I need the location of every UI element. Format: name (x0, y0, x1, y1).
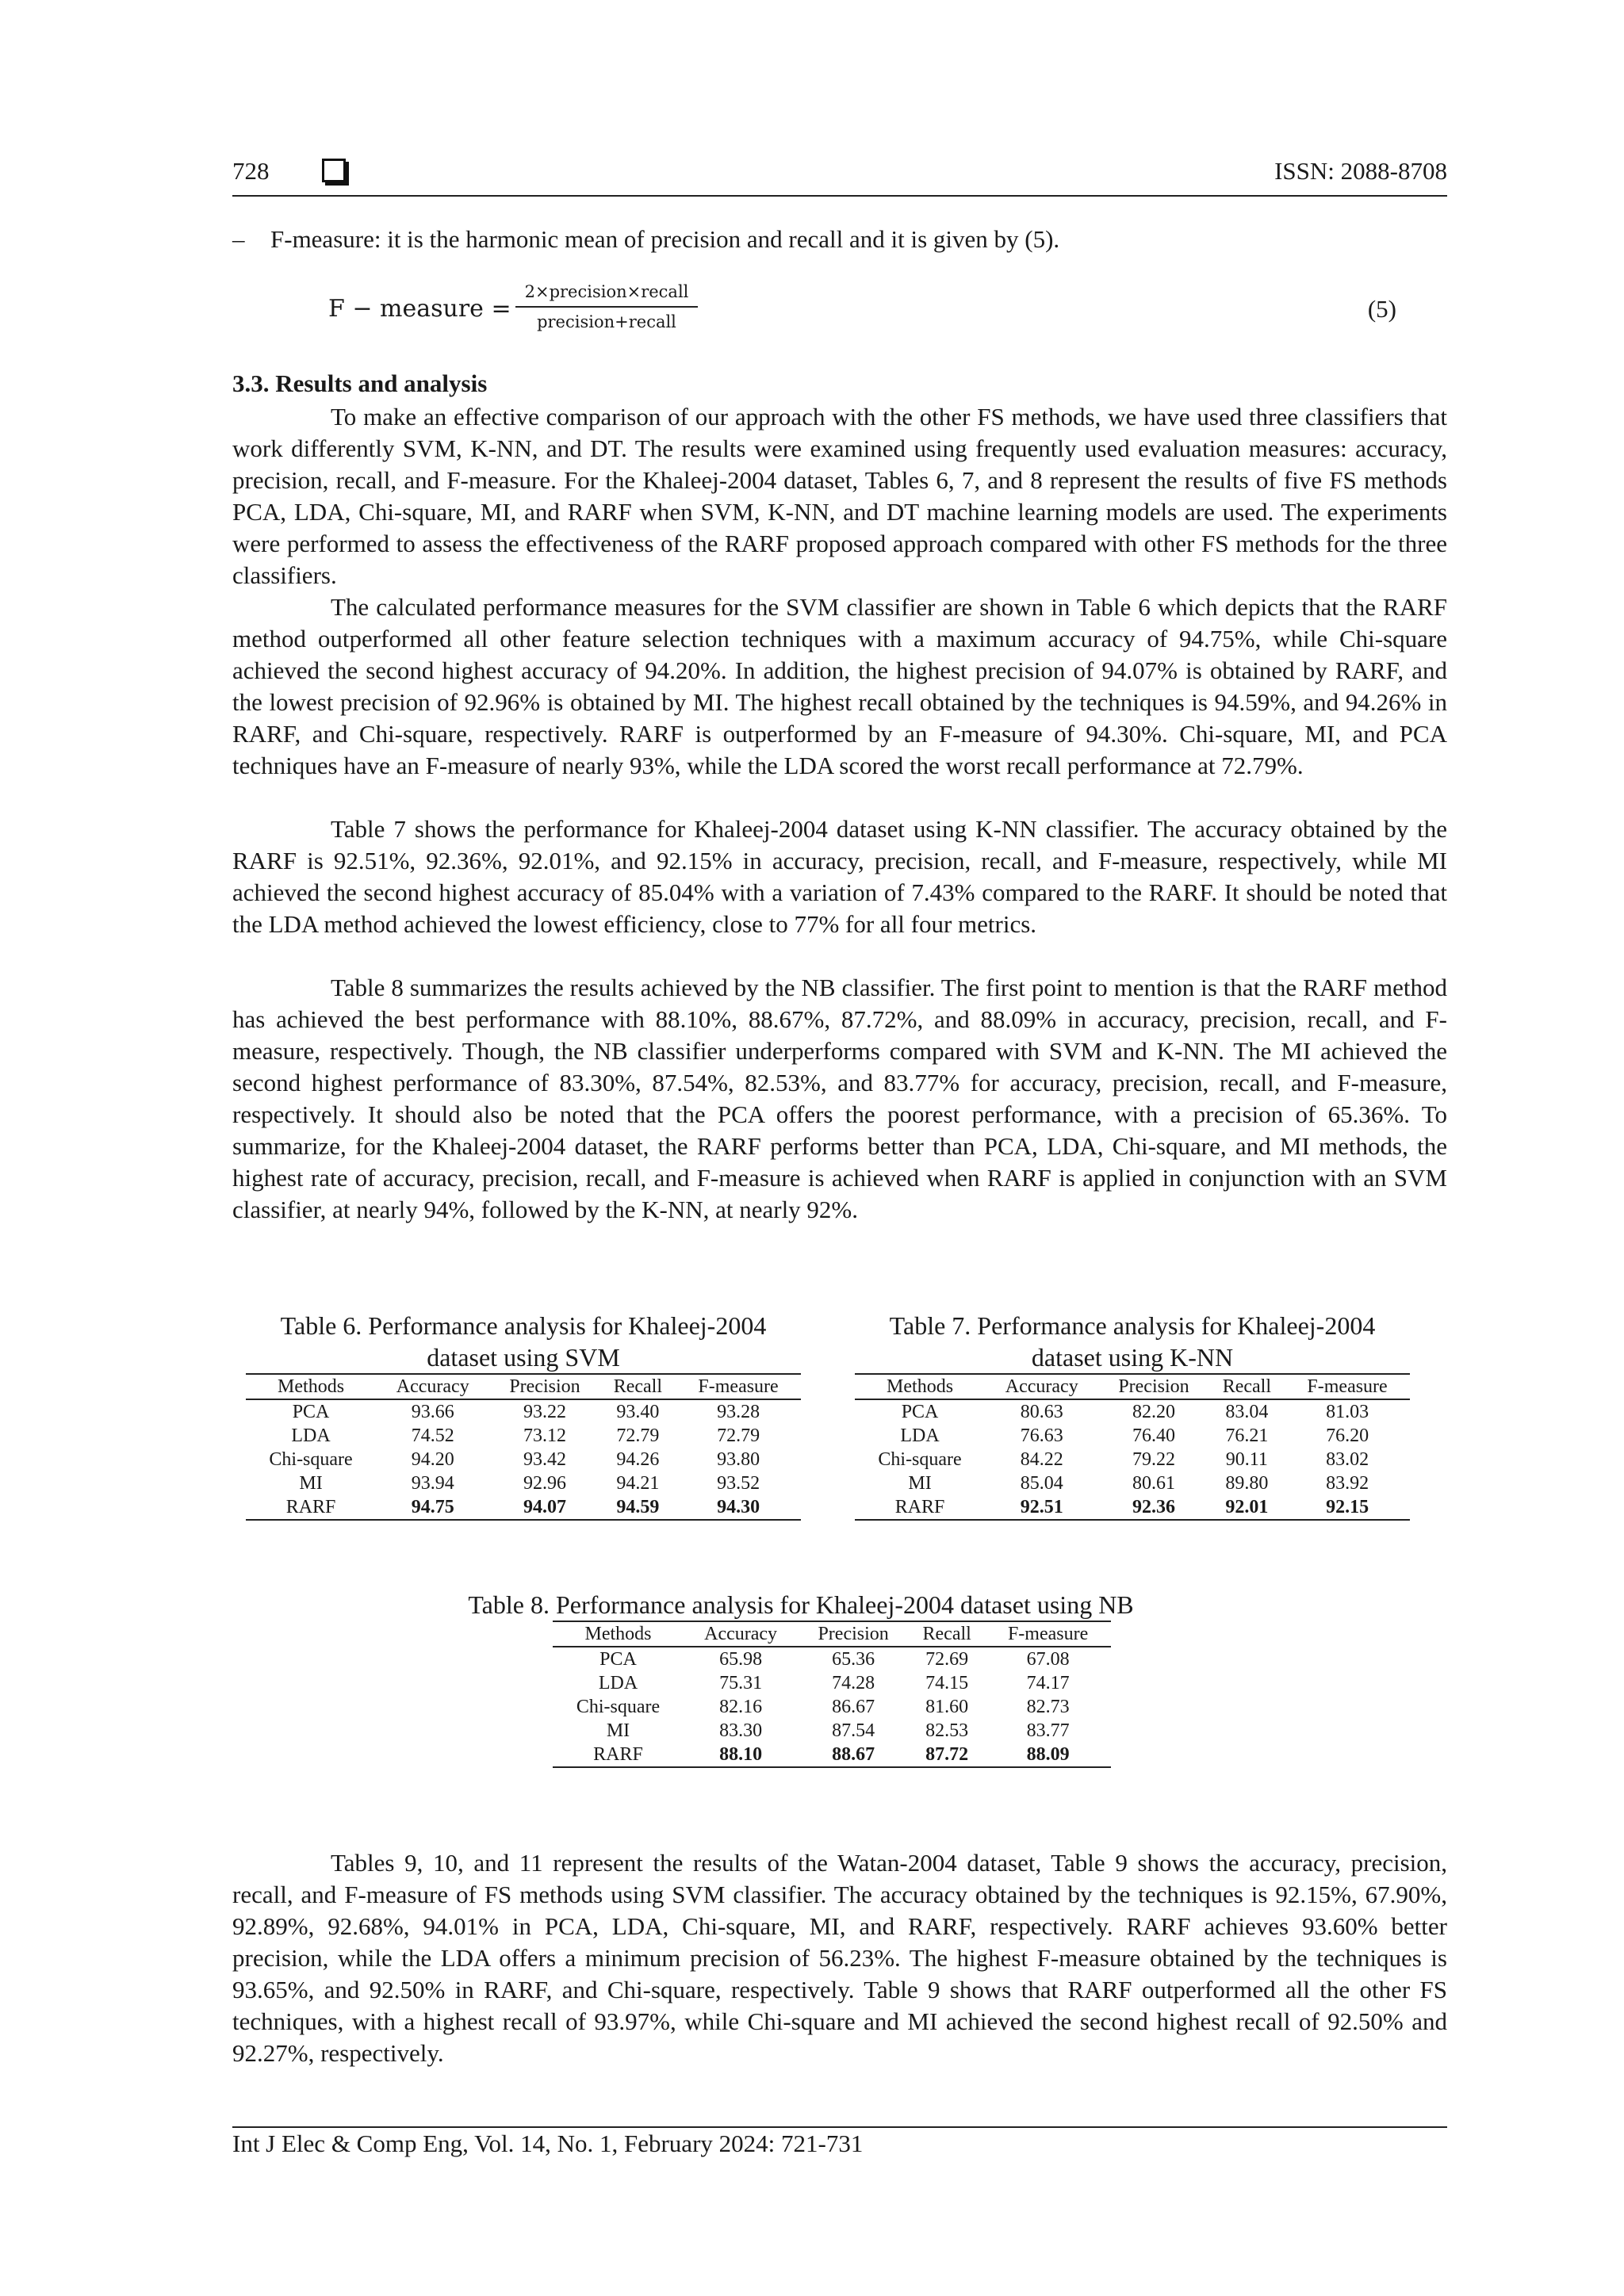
table-cell: 88.67 (798, 1743, 909, 1767)
table-row (855, 1424, 1410, 1448)
table-cell: 88.10 (684, 1743, 798, 1767)
table-cell: 93.94 (411, 1473, 454, 1494)
table-cell: LDA (291, 1425, 331, 1446)
table-row (246, 1471, 801, 1495)
table-cell: 83.30 (719, 1720, 763, 1741)
table-cell: 89.80 (1225, 1473, 1269, 1494)
table-cell: 94.21 (616, 1473, 660, 1494)
equation-lhs: F − measure = (328, 295, 511, 323)
table-header-row (855, 1374, 1410, 1399)
table-cell: 81.60 (925, 1697, 969, 1717)
table-cell: 74.17 (1026, 1673, 1070, 1693)
table-cell: 72.79 (717, 1425, 760, 1446)
table-cell: 67.08 (1026, 1649, 1070, 1670)
results-table-knn (855, 1373, 1410, 1521)
paragraph: Table 7 shows the performance for Khaleej-2004 dataset using K-NN classifier. The accuracy obtained by the RARF is 92.51%, 92.36%, 92.01%, and 92.15% in accuracy, precision, recall, and F-measure, respectively, while MI achieved the second highest accuracy of 85.04% with a variation of 7.43% compared to the RARF. It should be noted that the LDA method achieved the lowest efficiency, close to 77% for all four metrics. (232, 815, 1447, 938)
table-cell: RARF (553, 1743, 684, 1767)
table-cell: 92.01 (1209, 1495, 1285, 1520)
table-cell: 94.20 (411, 1449, 454, 1470)
table-cell: 93.42 (523, 1449, 566, 1470)
table-cell: 75.31 (719, 1673, 763, 1693)
column-header: F-measure (1285, 1374, 1410, 1399)
footer-rule (232, 2126, 1447, 2128)
table-cell: 92.51 (985, 1495, 1098, 1520)
table-cell: 82.16 (719, 1697, 763, 1717)
section-heading: 3.3. Results and analysis (232, 369, 488, 397)
table-cell: 93.80 (717, 1449, 760, 1470)
table-row (855, 1495, 1410, 1520)
table-row (553, 1647, 1111, 1671)
table-cell: 94.26 (616, 1449, 660, 1470)
table-cell: 83.92 (1326, 1473, 1369, 1494)
table-cell: 80.61 (1132, 1473, 1175, 1494)
table-row (855, 1471, 1410, 1495)
table-cell: 74.28 (832, 1673, 875, 1693)
dash-bullet: – (232, 225, 245, 253)
table-cell: 76.63 (1020, 1425, 1063, 1446)
table-cell: 94.59 (600, 1495, 676, 1520)
table-caption: Table 8. Performance analysis for Khaleej-2004 dataset using NB (468, 1590, 1134, 1619)
table-cell: 72.79 (616, 1425, 660, 1446)
table-row (246, 1399, 801, 1424)
table-row (246, 1495, 801, 1520)
table-cell: 88.09 (985, 1743, 1111, 1767)
table-cell: 87.54 (832, 1720, 875, 1741)
column-header: Recall (1209, 1374, 1285, 1399)
column-header: Precision (798, 1621, 909, 1647)
paragraph: Tables 9, 10, and 11 represent the results of the Watan-2004 dataset, Table 9 shows the accuracy, precision, recall, and F-measure of FS methods using SVM classifier. The accuracy obtained by the techniques is 92.15%, 67.90%, 92.89%, 92.68%, 94.01% in PCA, LDA, Chi-square, MI, and RARF, respectively. RARF achieves 93.60% better precision, while the LDA offers a minimum precision of 56.23%. The highest F-measure obtained by the techniques is 93.65%, and 92.50% in RARF, and Chi-square, respectively. Table 9 shows that RARF outperformed all the other FS techniques, with a highest recall of 93.97%, while Chi-square and MI achieved the second highest recall of 92.50% and 92.27%, respectively. (232, 1849, 1447, 2067)
table-cell: PCA (292, 1402, 330, 1422)
table-cell: 82.53 (925, 1720, 969, 1741)
table-row (553, 1695, 1111, 1719)
table-cell: MI (908, 1473, 932, 1494)
column-header: F-measure (985, 1621, 1111, 1647)
paragraph: To make an effective comparison of our approach with the other FS methods, we have used three classifiers that work differently SVM, K-NN, and DT. The results were examined using frequently used evaluation measures: accuracy, precision, recall, and F-measure. For the Khaleej-2004 dataset, Tables 6, 7, and 8 represent the results of five FS methods PCA, LDA, Chi-square, MI, and RARF when SVM, K-NN, and DT machine learning models are used. The experiments were performed to assess the effectiveness of the RARF proposed approach compared with other FS methods for the three classifiers. (232, 403, 1447, 589)
paragraph: Table 8 summarizes the results achieved by the NB classifier. The first point to mention is that the RARF method has achieved the best performance with 88.10%, 88.67%, 87.72%, and 88.09% in accuracy, precision, recall, and F-measure, respectively. Though, the NB classifier underperforms compared with SVM and K-NN. The MI achieved the second highest performance of 83.30%, 87.54%, 82.53%, and 83.77% for accuracy, precision, recall, and F-measure, respectively. It should also be noted that the PCA offers the poorest performance, with a precision of 65.36%. To summarize, for the Khaleej-2004 dataset, the RARF performs better than PCA, LDA, Chi-square, and MI methods, the highest rate of accuracy, precision, recall, and F-measure is achieved when RARF is applied in conjunction with an SVM classifier, at nearly 94%, followed by the K-NN, at nearly 92%. (232, 974, 1447, 1223)
table-cell: 76.21 (1225, 1425, 1269, 1446)
column-header: Methods (553, 1621, 684, 1647)
table-row (246, 1448, 801, 1471)
table-header-row (246, 1374, 801, 1399)
table-cell: LDA (598, 1673, 638, 1693)
results-table-svm (246, 1373, 801, 1521)
equation-number: (5) (1367, 295, 1396, 323)
column-header: Accuracy (376, 1374, 489, 1399)
column-header: Methods (855, 1374, 985, 1399)
column-header: Recall (600, 1374, 676, 1399)
bullet-item (232, 224, 1059, 255)
table-cell: 76.40 (1132, 1425, 1175, 1446)
table-cell: 90.11 (1225, 1449, 1268, 1470)
table-cell: 92.96 (523, 1473, 566, 1494)
table-cell: 85.04 (1020, 1473, 1063, 1494)
table-cell: PCA (599, 1649, 637, 1670)
table-caption: Table 7. Performance analysis for Khaleej-2004 dataset using K-NN (889, 1311, 1376, 1372)
table-cell: MI (299, 1473, 323, 1494)
table-cell: 93.66 (411, 1402, 454, 1422)
column-header: Accuracy (684, 1621, 798, 1647)
table-row (855, 1399, 1410, 1424)
table-cell: 81.03 (1326, 1402, 1369, 1422)
table-cell: 92.36 (1098, 1495, 1208, 1520)
table-cell: Chi-square (878, 1449, 962, 1470)
table-cell: 74.15 (925, 1673, 969, 1693)
column-header: Accuracy (985, 1374, 1098, 1399)
column-header: Methods (246, 1374, 376, 1399)
table-row (246, 1424, 801, 1448)
table-cell: 93.52 (717, 1473, 760, 1494)
table-cell: 73.12 (523, 1425, 566, 1446)
table-cell: 94.30 (676, 1495, 801, 1520)
table-cell: MI (606, 1720, 630, 1741)
table-cell: RARF (246, 1495, 376, 1520)
table-row (553, 1743, 1111, 1767)
square-bullet-icon (322, 159, 346, 182)
page-number: 728 (232, 157, 270, 185)
table-cell: 93.28 (717, 1402, 760, 1422)
column-header: Precision (489, 1374, 599, 1399)
table-cell: 79.22 (1132, 1449, 1175, 1470)
column-header: Precision (1098, 1374, 1208, 1399)
table-cell: 87.72 (909, 1743, 985, 1767)
table-cell: 92.15 (1285, 1495, 1410, 1520)
table-cell: 84.22 (1020, 1449, 1063, 1470)
column-header: Recall (909, 1621, 985, 1647)
table-cell: 65.98 (719, 1649, 763, 1670)
column-header: F-measure (676, 1374, 801, 1399)
table-cell: RARF (855, 1495, 985, 1520)
table-cell: 93.22 (523, 1402, 566, 1422)
table-cell: PCA (901, 1402, 939, 1422)
page-header (232, 155, 1447, 197)
table-cell: 80.63 (1020, 1402, 1063, 1422)
paragraph: The calculated performance measures for the SVM classifier are shown in Table 6 which depicts that the RARF method outperformed all other feature selection techniques with a maximum accuracy of 94.75%, while Chi-square achieved the second highest accuracy of 94.20%. In addition, the highest precision of 94.07% is obtained by RARF, and the lowest precision of 92.96% is obtained by MI. The highest recall obtained by the techniques is 94.59%, and 94.26% in RARF, and Chi-square, respectively. RARF is outperformed by an F-measure of 94.30%. Chi-square, MI, and PCA techniques have an F-measure of nearly 93%, while the LDA scored the worst recall performance at 72.79%. (232, 593, 1447, 779)
equation-numerator: 2×precision×recall (515, 282, 698, 308)
issn: ISSN: 2088-8708 (1274, 157, 1447, 185)
table-cell: 86.67 (832, 1697, 875, 1717)
table-cell: 74.52 (411, 1425, 454, 1446)
table-cell: 65.36 (832, 1649, 875, 1670)
table-cell: 72.69 (925, 1649, 969, 1670)
table-cell: LDA (900, 1425, 940, 1446)
table-caption: Table 6. Performance analysis for Khaleej-2004 dataset using SVM (280, 1311, 767, 1372)
table-row (553, 1719, 1111, 1743)
bullet-text: F-measure: it is the harmonic mean of precision and recall and it is given by (5). (270, 225, 1060, 253)
table-cell: 94.07 (489, 1495, 599, 1520)
table-cell: Chi-square (576, 1697, 661, 1717)
table-row (855, 1448, 1410, 1471)
table-cell: 82.73 (1026, 1697, 1070, 1717)
equation-denominator: precision+recall (537, 312, 676, 331)
table-cell: 82.20 (1132, 1402, 1175, 1422)
table-cell: Chi-square (269, 1449, 353, 1470)
table-cell: 93.40 (616, 1402, 660, 1422)
table-row (553, 1671, 1111, 1695)
table-cell: 83.04 (1225, 1402, 1269, 1422)
table-cell: 83.77 (1026, 1720, 1070, 1741)
table-header-row (553, 1621, 1111, 1647)
results-table-nb (553, 1621, 1111, 1768)
table-cell: 76.20 (1326, 1425, 1369, 1446)
table-cell: 94.75 (376, 1495, 489, 1520)
table-cell: 83.02 (1326, 1449, 1369, 1470)
equation-fraction (515, 282, 698, 331)
page-footer: Int J Elec & Comp Eng, Vol. 14, No. 1, February 2024: 721-731 (232, 2130, 864, 2157)
